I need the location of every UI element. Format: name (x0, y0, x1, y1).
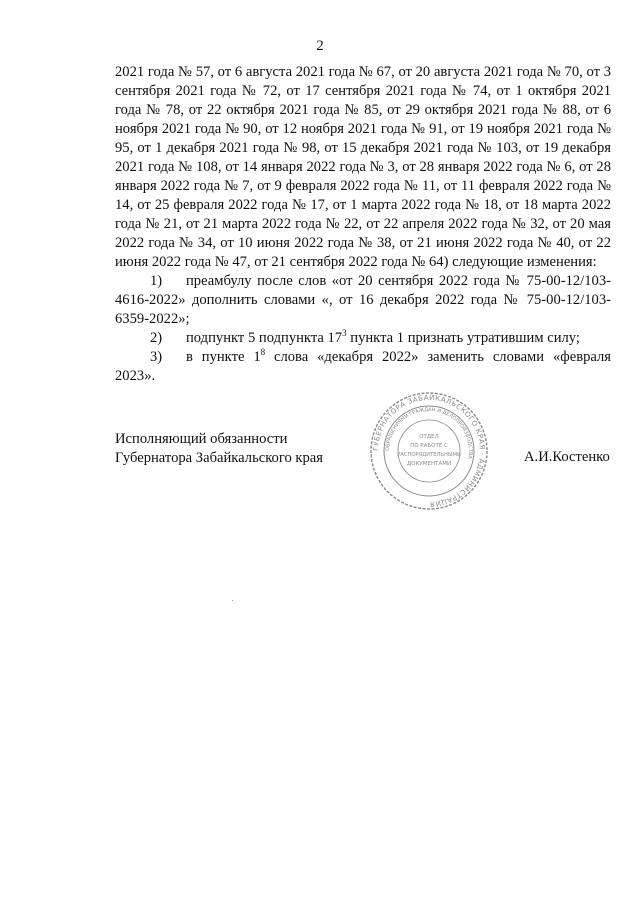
item-superscript: 3 (342, 328, 347, 338)
item-text-before: в пункте 1 (186, 349, 261, 365)
page-number: 2 (316, 38, 324, 54)
seal-outer-text: ГУБЕРНАТОРА ЗАБАЙКАЛЬСКОГО КРАЯ · АДМИНИСТРАЦИЯ (371, 393, 487, 509)
item-text-after: слова «декабря 2022» заменить словами «февраля 2023». (115, 349, 612, 384)
seal-center-line-4: ДОКУМЕНТАМИ (406, 461, 452, 467)
signatory-position (115, 430, 323, 468)
scan-speck (232, 600, 233, 601)
position-line-1: Исполняющий обязанности (115, 431, 288, 447)
list-item-3 (115, 348, 611, 386)
position-line-2: Губернатора Забайкальского края (115, 450, 323, 466)
item-text-before: подпункт 5 подпункта 17 (186, 330, 343, 346)
item-text: преамбулу после слов «от 20 сентября 2022 года № 75-00-12/103-4616-2022» дополнить словами «, от 16 декабря 2022 года № 75-00-12/103-6359-2022»; (115, 273, 611, 327)
item-superscript: 8 (260, 347, 266, 357)
seal-center-line-3: РАСПОРЯДИТЕЛЬНЫМИ (397, 452, 461, 458)
intro-paragraph: 2021 года № 57, от 6 августа 2021 года № 67, от 20 августа 2021 года № 70, от 3 сентября 2021 года № 72, от 17 сентября 2021 года № 74, от 1 октября 2021 года № 78, от 22 октября 2021 года № 85, от 29 октября 2021 года № 88, от 6 ноября 2021 года № 90, от 12 ноября 2021 года № 91, от 19 ноября 2021 года № 95, от 1 декабря 2021 года № 98, от 15 декабря 2021 года № 103, от 19 декабря 2021 года № 108, от 14 января 2022 года № 3, от 28 января 2022 года № 6, от 28 января 2022 года № 7, от 9 февраля 2022 года № 11, от 11 февраля 2022 года № 14, от 25 февраля 2022 года № 17, от 1 марта 2022 года № 18, от 18 марта 2022 года № 21, от 21 марта 2022 года № 22, от 22 апреля 2022 года № 32, от 20 мая 2022 года № 34, от 10 июня 2022 года № 38, от 21 июня 2022 года № 40, от 22 июня 2022 года № 47, от 21 сентября 2022 года № 64) следующие изменения: (115, 64, 611, 270)
signatory-name: А.И.Костенко (524, 449, 610, 465)
seal-inner-text: ОБРАЩЕНИЯМИ ГРАЖДАН И ДЕЛОПРОИЗВОДСТВА (384, 406, 474, 460)
seal-center-line-1: ОТДЕЛ (419, 434, 439, 440)
document-body (115, 63, 611, 386)
list-item-1 (115, 272, 611, 329)
list-item-2 (115, 329, 611, 348)
official-seal (368, 390, 490, 512)
item-number: 1) (150, 273, 163, 289)
item-text-after: пункта 1 признать утратившим силу; (346, 330, 580, 346)
item-number: 3) (150, 349, 163, 365)
seal-center-line-2: ПО РАБОТЕ С (410, 443, 448, 449)
item-number: 2) (150, 330, 163, 346)
